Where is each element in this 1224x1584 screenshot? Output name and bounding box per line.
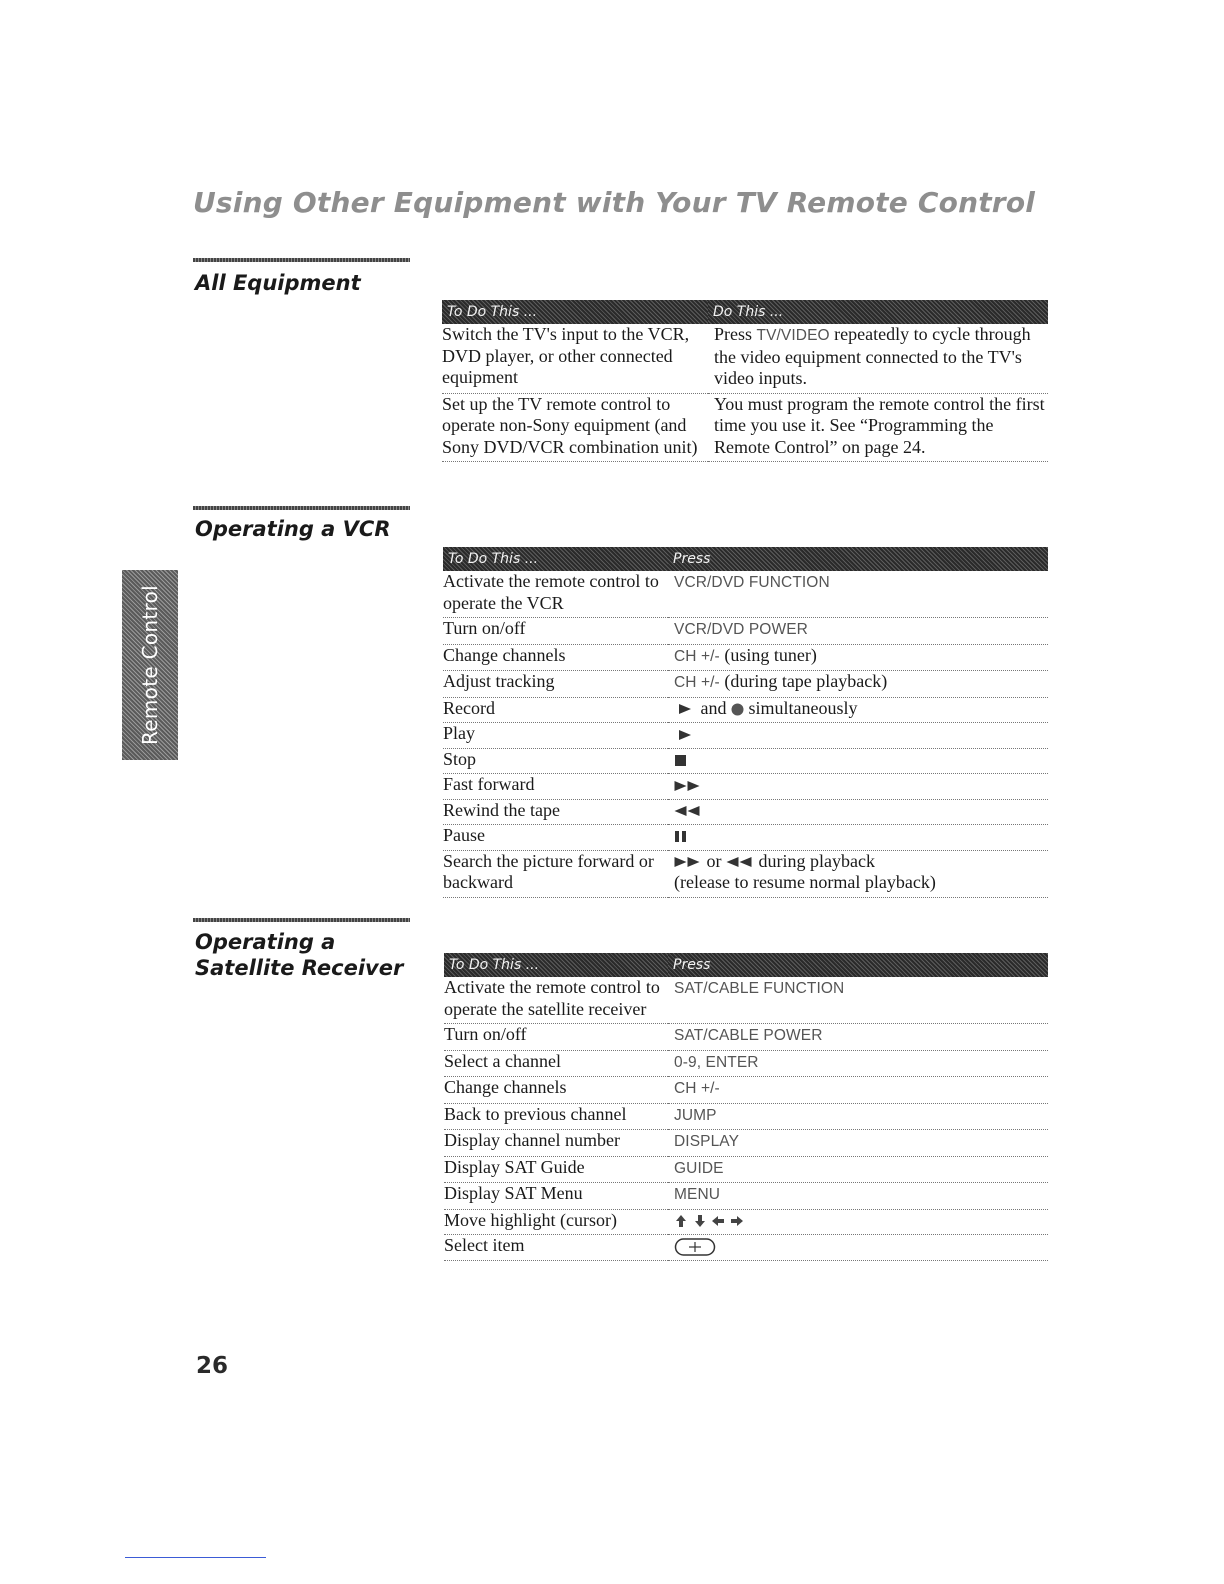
satellite-table <box>444 953 1048 1261</box>
press-cell <box>668 1103 1048 1130</box>
press-cell <box>668 618 1048 645</box>
action-cell: Activate the remote control to operate the satellite receiver <box>444 977 668 1024</box>
table-row <box>443 697 1048 723</box>
table-row <box>443 825 1048 851</box>
col-header-to-do: To Do This ... <box>442 300 708 324</box>
key-label: CH +/- <box>674 1080 720 1097</box>
table-row <box>444 1235 1048 1261</box>
col-header-to-do: To Do This ... <box>443 547 668 571</box>
key-label: TV/VIDEO <box>756 327 830 344</box>
table-row <box>443 748 1048 774</box>
press-cell <box>668 774 1048 800</box>
press-cell <box>668 1209 1048 1235</box>
action-cell: Set up the TV remote control to operate non-Sony equipment (and Sony DVD/VCR combination unit) <box>442 393 708 462</box>
release-note: (release to resume normal playback) <box>674 872 936 892</box>
action-cell: Pause <box>443 825 668 851</box>
table-row <box>443 774 1048 800</box>
press-cell <box>668 571 1048 618</box>
press-cell <box>668 825 1048 851</box>
col-header-do-this: Do This ... <box>708 300 1048 324</box>
key-label: GUIDE <box>674 1159 724 1177</box>
press-cell <box>668 644 1048 671</box>
press-cell <box>668 1024 1048 1051</box>
and-text: and <box>700 697 727 718</box>
side-tab <box>122 570 178 760</box>
arrow-left-icon <box>711 1214 725 1228</box>
page-title: Using Other Equipment with Your TV Remote Control <box>193 186 1036 219</box>
table-row <box>444 1183 1048 1210</box>
key-label: CH +/- <box>674 647 720 665</box>
arrow-down-icon <box>693 1214 707 1228</box>
action-cell: Back to previous channel <box>444 1103 668 1130</box>
pause-icon <box>674 830 688 843</box>
action-cell: Record <box>443 697 668 723</box>
table-row <box>443 571 1048 618</box>
key-label: MENU <box>674 1186 721 1203</box>
action-cell: Change channels <box>443 644 668 671</box>
fast-forward-icon <box>674 856 702 868</box>
key-label: DISPLAY <box>674 1133 740 1150</box>
press-cell <box>668 1050 1048 1077</box>
action-cell: Change channels <box>444 1077 668 1104</box>
key-label: SAT/CABLE POWER <box>674 1027 823 1044</box>
press-cell <box>668 1156 1048 1183</box>
fast-forward-icon <box>674 780 702 792</box>
press-cell <box>668 799 1048 825</box>
arrow-up-icon <box>674 1214 688 1228</box>
section-heading-vcr: Operating a VCR <box>195 517 391 541</box>
press-cell <box>668 671 1048 698</box>
simultaneously-text: simultaneously <box>748 697 858 718</box>
table-row <box>443 850 1048 897</box>
side-tab-label: Remote Control <box>138 584 162 746</box>
stop-icon <box>674 754 687 767</box>
action-cell: Select a channel <box>444 1050 668 1077</box>
table-row <box>444 1209 1048 1235</box>
section-rule <box>193 918 410 922</box>
press-cell <box>668 850 1048 897</box>
rewind-icon <box>674 805 702 817</box>
or-text: or <box>706 850 722 871</box>
key-label: VCR/DVD FUNCTION <box>674 574 830 591</box>
section-heading-all-equipment: All Equipment <box>195 271 361 295</box>
col-header-to-do: To Do This ... <box>444 953 668 977</box>
action-cell: Display SAT Menu <box>444 1183 668 1210</box>
vcr-table <box>443 547 1048 898</box>
press-cell <box>668 697 1048 723</box>
table-row <box>444 1103 1048 1130</box>
table-header-row <box>444 953 1048 977</box>
table-row <box>443 644 1048 671</box>
table-row <box>443 799 1048 825</box>
table-row <box>442 393 1048 462</box>
action-cell: Rewind the tape <box>443 799 668 825</box>
press-cell <box>668 748 1048 774</box>
during-playback-text: during playback <box>758 850 875 871</box>
section-rule <box>193 258 410 262</box>
press-cell <box>668 1235 1048 1261</box>
instruction-text: Press <box>714 324 757 344</box>
section-heading-satellite <box>195 929 403 981</box>
all-equipment-table <box>442 300 1048 462</box>
press-cell <box>668 1183 1048 1210</box>
note-text: (using tuner) <box>719 644 817 665</box>
play-icon <box>674 703 696 715</box>
press-cell <box>668 723 1048 749</box>
table-row <box>444 1077 1048 1104</box>
action-cell: Select item <box>444 1235 668 1261</box>
instruction-text: repeatedly to cycle through the video equipment connected to the TV's video inputs. <box>714 324 1031 388</box>
table-row <box>444 1156 1048 1183</box>
instruction-cell: You must program the remote control the first time you use it. See “Programming the Remote Control” on page 24. <box>708 393 1048 462</box>
table-row <box>442 324 1048 393</box>
table-row <box>443 671 1048 698</box>
key-label: SAT/CABLE FUNCTION <box>674 980 845 997</box>
section-rule <box>193 506 410 510</box>
arrow-right-icon <box>730 1214 744 1228</box>
key-label: JUMP <box>674 1106 717 1124</box>
table-row <box>444 1130 1048 1157</box>
key-label: VCR/DVD POWER <box>674 621 808 638</box>
note-text: (during tape playback) <box>719 671 888 691</box>
footer-rule <box>125 1557 266 1558</box>
action-cell: Activate the remote control to operate the VCR <box>443 571 668 618</box>
action-cell: Switch the TV's input to the VCR, DVD player, or other connected equipment <box>442 324 708 393</box>
table-row <box>444 1024 1048 1051</box>
table-header-row <box>442 300 1048 324</box>
heading-line: Operating a <box>195 930 336 954</box>
action-cell: Fast forward <box>443 774 668 800</box>
table-row <box>443 618 1048 645</box>
instruction-cell <box>708 324 1048 393</box>
key-label: 0-9, ENTER <box>674 1053 759 1071</box>
action-cell: Turn on/off <box>443 618 668 645</box>
action-cell: Play <box>443 723 668 749</box>
col-header-press: Press <box>668 547 1048 571</box>
press-cell <box>668 1130 1048 1157</box>
col-header-press: Press <box>668 953 1048 977</box>
table-row <box>444 1050 1048 1077</box>
press-cell <box>668 1077 1048 1104</box>
page-number: 26 <box>196 1353 229 1379</box>
heading-line: Satellite Receiver <box>195 956 404 980</box>
table-row <box>444 977 1048 1024</box>
rewind-icon <box>726 856 754 868</box>
action-cell: Search the picture forward or backward <box>443 850 668 897</box>
table-header-row <box>443 547 1048 571</box>
action-cell: Display SAT Guide <box>444 1156 668 1183</box>
action-cell: Stop <box>443 748 668 774</box>
action-cell: Move highlight (cursor) <box>444 1209 668 1235</box>
select-button-icon <box>674 1237 716 1257</box>
action-cell: Display channel number <box>444 1130 668 1157</box>
key-label: CH +/- <box>674 674 720 691</box>
press-cell <box>668 977 1048 1024</box>
play-icon <box>674 729 696 741</box>
table-row <box>443 723 1048 749</box>
record-icon <box>731 703 744 716</box>
action-cell: Adjust tracking <box>443 671 668 698</box>
action-cell: Turn on/off <box>444 1024 668 1051</box>
